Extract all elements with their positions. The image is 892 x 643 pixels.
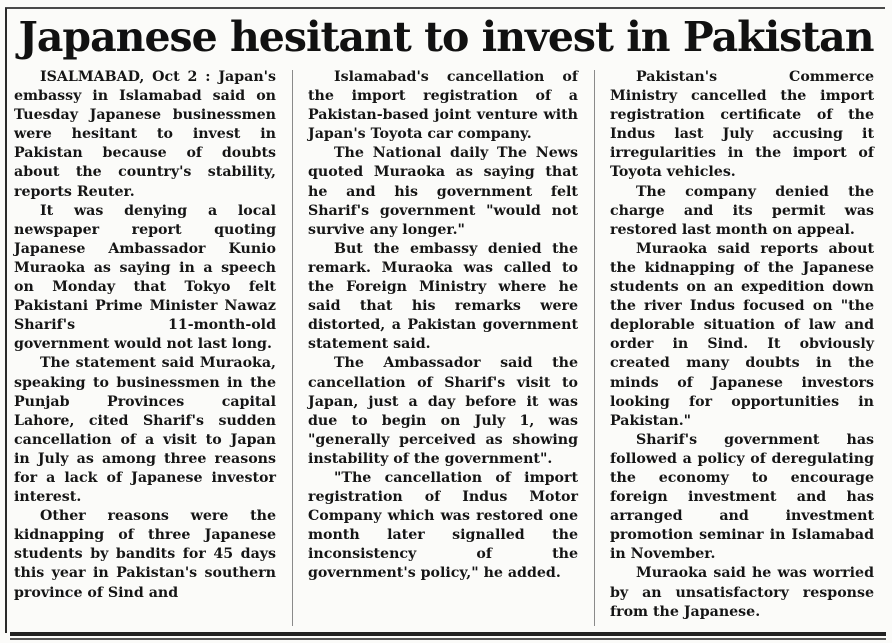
paragraph: "The cancellation of import registration of Indus Motor Company which was restored one month later signalled the inconsistency of the government's policy," he added.: [308, 469, 578, 582]
article-column-1: [14, 68, 276, 603]
paragraph: Muraoka said he was worried by an unsatisfactory response from the Japanese.: [610, 565, 874, 620]
paragraph-text: Japan's embassy in Islamabad said on Tuesday Japanese businessmen were hesitant to invest in Pakistan because of doubts about the country's stability, reports Reuter.: [14, 69, 276, 200]
headline: Japanese hesitant to invest in Pakistan: [18, 13, 874, 61]
article-column-2: [308, 68, 578, 584]
paragraph: Islamabad's cancellation of the import registration of a Pakistan-based joint venture with Japan's Toyota car company.: [308, 69, 578, 143]
bottom-rule: [10, 632, 886, 636]
paragraph: Other reasons were the kidnapping of three Japanese students by bandits for 45 days this year in Pakistan's southern province of Sind and: [14, 508, 276, 601]
column-divider: [292, 70, 293, 626]
left-border: [5, 8, 7, 633]
article-column-3: [610, 68, 874, 622]
paragraph: It was denying a local newspaper report quoting Japanese Ambassador Kunio Muraoka as saying in a speech on Monday that Tokyo felt Pakistani Prime Minister Nawaz Sharif's 11-month-old government would not last long.: [14, 202, 276, 353]
paragraph: The statement said Muraoka, speaking to businessmen in the Punjab Provinces capital Lahore, cited Sharif's sudden cancellation of a visit to Japan in July as among three reasons for a lack of Japanese investor interest.: [14, 355, 276, 506]
paragraph: The company denied the charge and its permit was restored last month on appeal.: [610, 183, 874, 238]
paragraph: [14, 68, 276, 202]
paragraph: Pakistan's Commerce Ministry cancelled the import registration certificate of the Indus last July accusing it irregularities in the import of Toyota vehicles.: [610, 69, 874, 181]
paragraph: Sharif's government has followed a policy of deregulating the economy to encourage foreign investment and has arranged and investment promotion seminar in Islamabad in November.: [610, 431, 874, 563]
paragraph: Muraoka said reports about the kidnapping of the Japanese students on an expedition down the river Indus focused on "the deplorable situation of law and order in Sind. It obviously created many doubts in the minds of Japanese investors looking for opportunities in Pakistan.": [610, 240, 874, 429]
column-divider: [594, 70, 595, 626]
paragraph: But the embassy denied the remark. Muraoka was called to the Foreign Ministry where he said that his remarks were distorted, a Pakistan government statement said.: [308, 240, 578, 353]
bottom-rule: [10, 638, 886, 640]
paragraph: The National daily The News quoted Muraoka as saying that he and his government felt Sharif's government "would not survive any longer.": [308, 145, 578, 238]
paragraph: The Ambassador said the cancellation of Sharif's visit to Japan, just a day before it was due to begin on July 1, was "generally perceived as showing instability of the government".: [308, 355, 578, 467]
dateline: ISALMABAD, Oct 2 :: [40, 69, 211, 85]
